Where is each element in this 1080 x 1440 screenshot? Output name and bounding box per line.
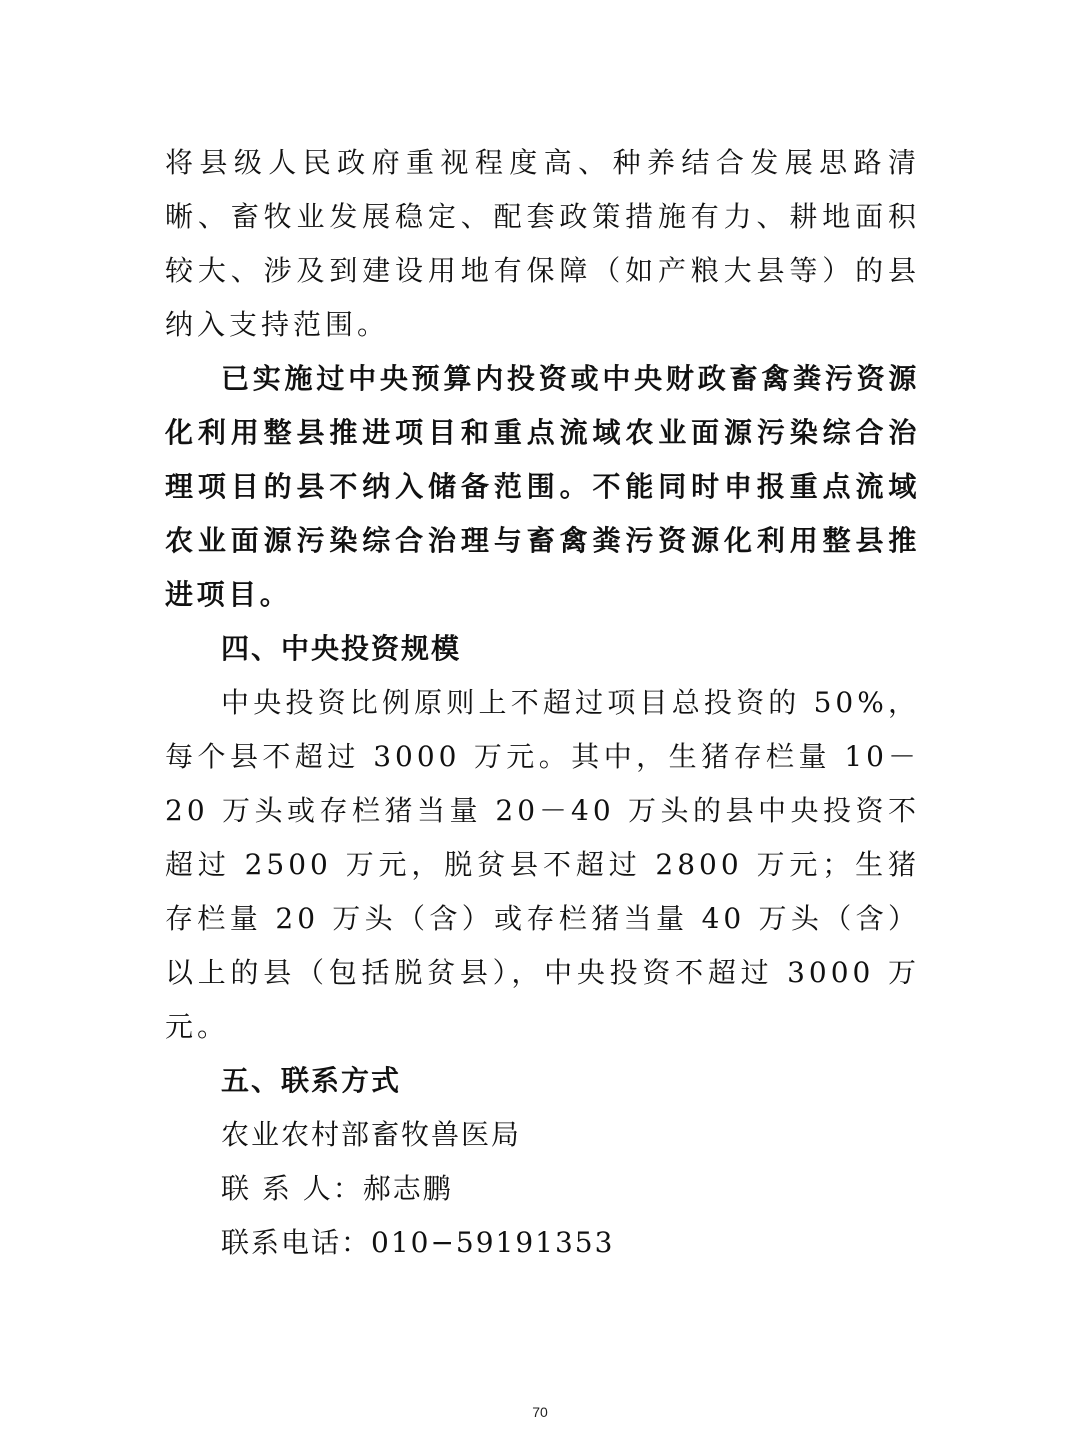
paragraph-investment: 中央投资比例原则上不超过项目总投资的 50%，每个县不超过 3000 万元。其中，生猪存栏量 10－20 万头或存栏猪当量 20－40 万头的县中央投资不超过 2500 万元，脱贫县不超过 2800 万元；生猪存栏量 20 万头（含）或存栏猪当量 40 万头（含）以上的县（包括脱贫县），中央投资不超过 3000 万元。 — [165, 686, 920, 1043]
contact-organization: 农业农村部畜牧兽医局 — [221, 1118, 522, 1151]
paragraph-scope: 将县级人民政府重视程度高、种养结合发展思路清晰、畜牧业发展稳定、配套政策措施有力、耕地面积较大、涉及到建设用地有保障（如产粮大县等）的县纳入支持范围。 — [165, 146, 920, 341]
document-body — [165, 136, 920, 1270]
paragraph-exclusion: 已实施过中央预算内投资或中央财政畜禽粪污资源化利用整县推进项目和重点流域农业面源污染综合治理项目的县不纳入储备范围。不能同时申报重点流域农业面源污染综合治理与畜禽粪污资源化利用整县推进项目。 — [165, 362, 920, 611]
contact-phone: 联系电话：010−59191353 — [221, 1226, 615, 1259]
section-heading-contact: 五、联系方式 — [221, 1064, 402, 1097]
contact-person: 联 系 人：郝志鹏 — [221, 1172, 453, 1205]
section-heading-investment-scale: 四、中央投资规模 — [221, 632, 462, 665]
page-number: 70 — [532, 1404, 548, 1420]
